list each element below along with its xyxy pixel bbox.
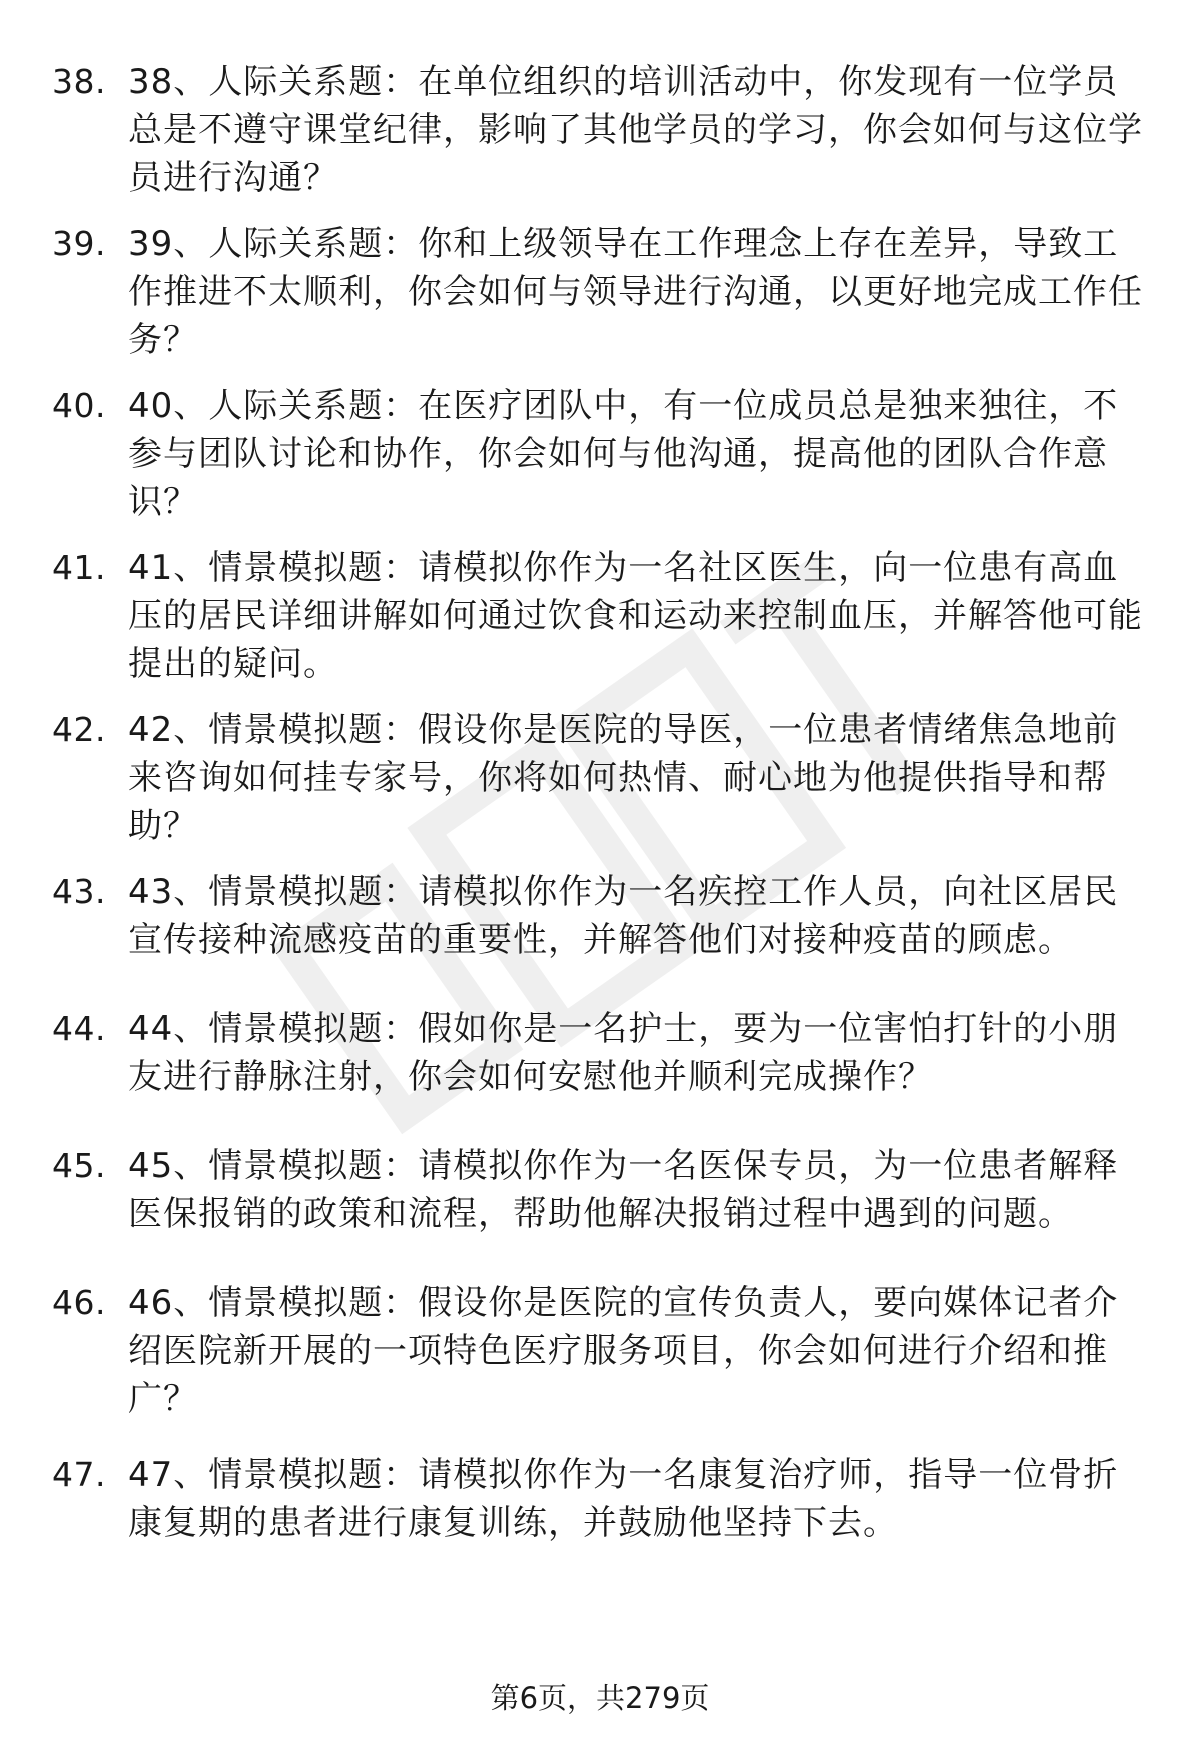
- item-number: 44.: [52, 1009, 106, 1048]
- item-text: 39、人际关系题：你和上级领导在工作理念上存在差异，导致工作推进不太顺利，你会如何与领导进行沟通，以更好地完成工作任务？: [128, 224, 1143, 360]
- list-item: [52, 706, 1152, 868]
- list-item: [52, 382, 1152, 544]
- item-text: 40、人际关系题：在医疗团队中，有一位成员总是独来独往，不参与团队讨论和协作，你会如何与他沟通，提高他的团队合作意识？: [128, 386, 1119, 522]
- list-item: [52, 868, 1152, 1005]
- item-number: 43.: [52, 872, 106, 911]
- list-item: [52, 58, 1152, 220]
- item-text: 38、人际关系题：在单位组织的培训活动中，你发现有一位学员总是不遵守课堂纪律，影响了其他学员的学习，你会如何与这位学员进行沟通？: [128, 62, 1143, 198]
- page-footer: 第6页，共279页: [490, 1681, 710, 1715]
- item-text: 43、情景模拟题：请模拟你作为一名疾控工作人员，向社区居民宣传接种流感疫苗的重要性，并解答他们对接种疫苗的顾虑。: [128, 872, 1119, 960]
- list-item: [52, 1005, 1152, 1142]
- item-text: 46、情景模拟题：假设你是医院的宣传负责人，要向媒体记者介绍医院新开展的一项特色医疗服务项目，你会如何进行介绍和推广？: [128, 1283, 1119, 1419]
- item-number: 42.: [52, 710, 106, 749]
- item-text: 44、情景模拟题：假如你是一名护士，要为一位害怕打针的小朋友进行静脉注射，你会如何安慰他并顺利完成操作？: [128, 1009, 1119, 1097]
- item-number: 45.: [52, 1146, 106, 1185]
- item-text: 47、情景模拟题：请模拟你作为一名康复治疗师，指导一位骨折康复期的患者进行康复训练，并鼓励他坚持下去。: [128, 1455, 1119, 1543]
- item-number: 41.: [52, 548, 106, 587]
- list-item: [52, 1279, 1152, 1451]
- item-text: 41、情景模拟题：请模拟你作为一名社区医生，向一位患有高血压的居民详细讲解如何通过饮食和运动来控制血压，并解答他可能提出的疑问。: [128, 548, 1143, 684]
- item-number: 40.: [52, 386, 106, 425]
- list-item: [52, 544, 1152, 706]
- item-number: 38.: [52, 62, 106, 101]
- list-item: [52, 220, 1152, 382]
- item-text: 42、情景模拟题：假设你是医院的导医，一位患者情绪焦急地前来咨询如何挂专家号，你将如何热情、耐心地为他提供指导和帮助？: [128, 710, 1119, 846]
- item-number: 47.: [52, 1455, 106, 1494]
- item-text: 45、情景模拟题：请模拟你作为一名医保专员，为一位患者解释医保报销的政策和流程，帮助他解决报销过程中遇到的问题。: [128, 1146, 1119, 1234]
- list-item: [52, 1451, 1152, 1561]
- item-number: 39.: [52, 224, 106, 263]
- list-item: [52, 1142, 1152, 1279]
- item-number: 46.: [52, 1283, 106, 1322]
- question-list: [52, 58, 1152, 1561]
